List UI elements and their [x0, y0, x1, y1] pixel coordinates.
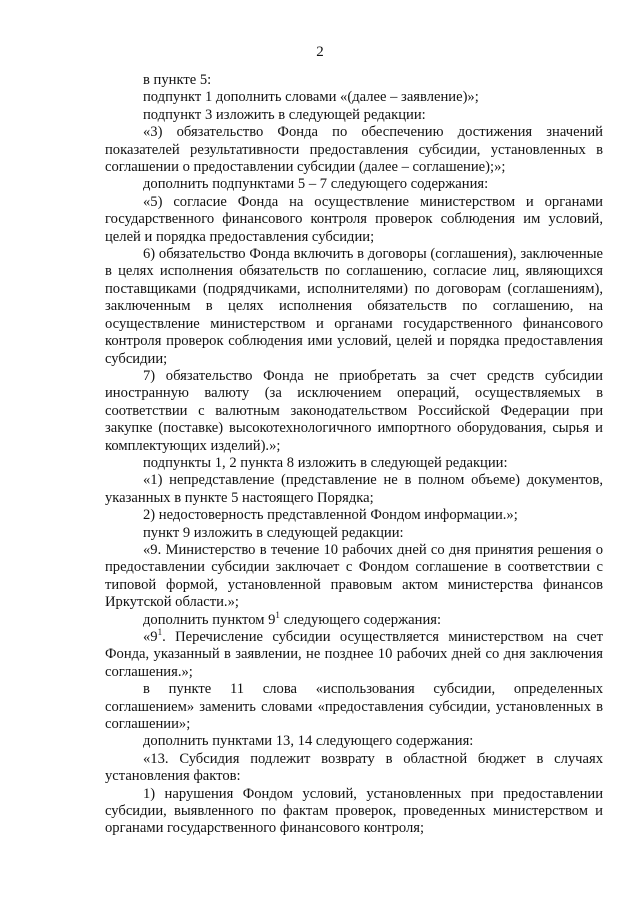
paragraph: в пункте 11 слова «использования субсидии, определенных соглашением» заменить словами «предоставления субсидии, установленных в соглашении»;	[105, 681, 603, 733]
text-run: следующего содержания:	[279, 611, 442, 628]
paragraph: в пункте 5:	[143, 72, 212, 88]
paragraph: «5) согласие Фонда на осуществление министерством и органами государственного финансового контроля проверок соблюдения им условий, целей и порядка предоставления субсидии;	[105, 193, 603, 245]
text-run: . Перечисление субсидии осуществляется министерством на счет Фонда, указанный в заявлении, не позднее 10 рабочих дней со дня заключения соглашения.»;	[105, 629, 603, 680]
paragraph: «1) непредставление (представление не в полном объеме) документов, указанных в пункте 5 настоящего Порядка;	[105, 472, 603, 506]
paragraph: подпункты 1, 2 пункта 8 изложить в следующей редакции:	[143, 454, 508, 471]
paragraph	[105, 609, 603, 629]
superscript: 1	[275, 609, 280, 620]
superscript: 1	[157, 627, 163, 637]
paragraph: «13. Субсидия подлежит возврату в областной бюджет в случаях установления фактов:	[105, 750, 603, 785]
paragraph: подпункт 1 дополнить словами «(далее – заявление)»;	[143, 89, 479, 106]
paragraph	[105, 629, 603, 681]
text-run: дополнить пунктом 9	[143, 611, 276, 628]
paragraph: дополнить подпунктами 5 – 7 следующего содержания:	[143, 176, 489, 193]
paragraph: пункт 9 изложить в следующей редакции:	[143, 524, 404, 541]
paragraph: 6) обязательство Фонда включить в договоры (соглашения), заключенные в целях исполнения обязательств по соглашению, согласие лиц, являющихся поставщиками (подрядчиками, исполнителями) по договорам (соглашениям), заключенным в целях исполнения обязательств по соглашению, на осуществление министерством и органами государственного финансового контроля проверок соблюдения ими условий, целей и порядка предоставления субсидии;	[105, 246, 603, 367]
paragraph: «3) обязательство Фонда по обеспечению достижения значений показателей результативности предоставления субсидии, установленных в соглашении о предоставлении субсидии (далее – соглашение);»;	[105, 124, 603, 176]
paragraph: подпункт 3 изложить в следующей редакции:	[143, 106, 426, 123]
page-number: 2	[316, 44, 324, 60]
paragraph: 1) нарушения Фондом условий, установленных при предоставлении субсидии, выявленного по фактам проверок, проведенных министерством и органами государственного финансового контроля;	[105, 785, 603, 837]
document-body	[105, 72, 603, 838]
paragraph: «9. Министерство в течение 10 рабочих дней со дня принятия решения о предоставлении субсидии заключает с Фондом соглашение в соответствии с типовой формой, установленной правовым актом министерства финансов Иркутской области.»;	[105, 541, 603, 611]
paragraph: 7) обязательство Фонда не приобретать за счет средств субсидии иностранную валюту (за исключением операций, осуществляемых в соответствии с валютным законодательством Российской Федерации при закупке (поставке) высокотехнологичного импортного оборудования, сырья и комплектующих изделий).»;	[105, 367, 603, 454]
text-run: «9	[143, 629, 158, 645]
paragraph: 2) недостоверность представленной Фондом информации.»;	[143, 507, 518, 524]
paragraph: дополнить пунктами 13, 14 следующего содержания:	[143, 733, 474, 750]
